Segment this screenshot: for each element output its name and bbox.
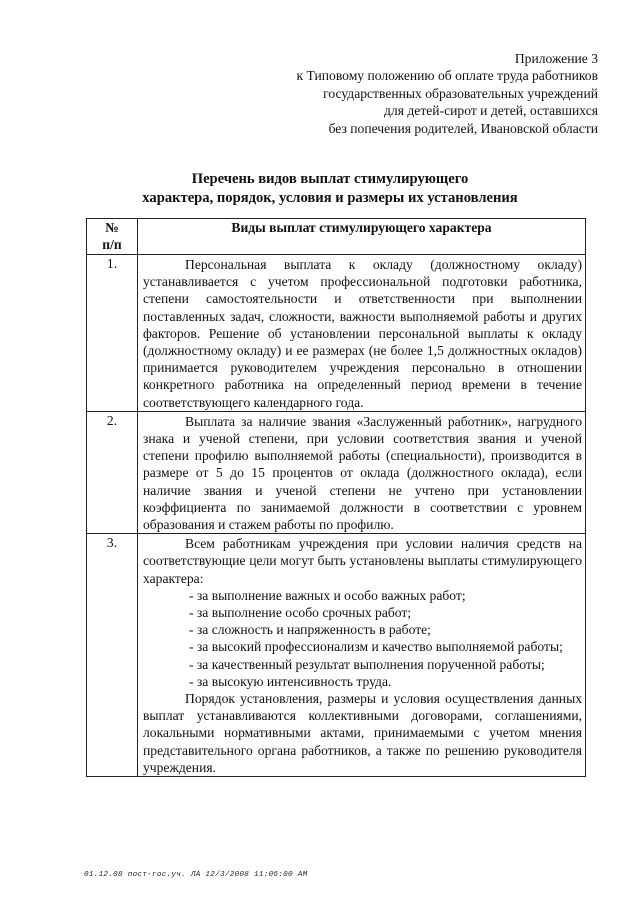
list-item: - за высокий профессионализм и качество выполняемой работы; bbox=[189, 639, 563, 655]
row-text-cell bbox=[138, 255, 586, 412]
title-line: характера, порядок, условия и размеры их установления bbox=[142, 190, 518, 206]
row-number: 3. bbox=[87, 534, 138, 777]
row-text-cell bbox=[138, 534, 586, 777]
list-item: - за выполнение важных и особо важных работ; bbox=[189, 587, 466, 603]
list-item: - за качественный результат выполнения порученной работы; bbox=[189, 656, 545, 672]
appendix-line: для детей-сирот и детей, оставшихся bbox=[384, 103, 598, 119]
row-intro: Всем работникам учреждения при условии наличия средств на соответствующие цели могут быть установлены выплаты стимулирующего характера: bbox=[143, 536, 582, 586]
list-item: - за высокую интенсивность труда. bbox=[189, 673, 392, 689]
table-row bbox=[87, 411, 586, 533]
row-number: 1. bbox=[87, 255, 138, 412]
title-line: Перечень видов выплат стимулирующего bbox=[191, 171, 469, 187]
document-title bbox=[60, 170, 600, 208]
row-paragraph: Выплата за наличие звания «Заслуженный работник», нагрудного знака и ученой степени, при условии соответствия звания и ученой степени профилю выполняемой работы (специальности), производится в размере от 5 до 15 процентов от оклада (должностного оклада), если наличие звания и ученой степени не учтено при установлении коэффициента по занимаемой должности в соответствии с уровнем образования и стажем работы по профилю. bbox=[143, 413, 582, 533]
header-num-label: п/п bbox=[102, 237, 122, 253]
table-header-row bbox=[87, 219, 586, 255]
table-row bbox=[87, 534, 586, 777]
header-kind-cell: Виды выплат стимулирующего характера bbox=[138, 219, 586, 255]
appendix-line: государственных образовательных учреждений bbox=[323, 85, 598, 101]
row-paragraph: Персональная выплата к окладу (должностному окладу) устанавливается с учетом профессиональной подготовки работника, степени самостоятельности и ответственности при выполнении поставленных задач, сложности, важности выполняемой работы и других факторов. Решение об установлении персональной выплаты к окладу (должностному окладу) и ее размерах (не более 1,5 должностных окладов) принимается руководителем учреждения персонально в отношении конкретного работника на определенный период времени в течение соответствующего календарного года. bbox=[143, 257, 582, 410]
list-item: - за сложность и напряженность в работе; bbox=[189, 622, 431, 638]
table-row bbox=[87, 255, 586, 412]
payments-table bbox=[86, 218, 586, 777]
footer-stamp: 01.12.08 пост-гос.уч. ЛА 12/3/2008 11:06:00 AM bbox=[84, 871, 308, 879]
row-number: 2. bbox=[87, 411, 138, 533]
appendix-line: Приложение 3 bbox=[514, 51, 598, 66]
row-outro: Порядок установления, размеры и условия осуществления данных выплат устанавливаются коллективными договорами, соглашениями, локальными нормативными актами, принимаемыми с учетом мнения представительного органа работников, а также по решению руководителя учреждения. bbox=[143, 691, 582, 775]
appendix-heading bbox=[297, 50, 598, 137]
header-num-cell bbox=[87, 219, 138, 255]
row-text-cell bbox=[138, 411, 586, 533]
header-num-symbol: № bbox=[105, 220, 119, 235]
appendix-line: к Типовому положению об оплате труда работников bbox=[296, 68, 598, 84]
appendix-line: без попечения родителей, Ивановской области bbox=[328, 120, 598, 136]
list-item: - за выполнение особо срочных работ; bbox=[189, 605, 412, 621]
